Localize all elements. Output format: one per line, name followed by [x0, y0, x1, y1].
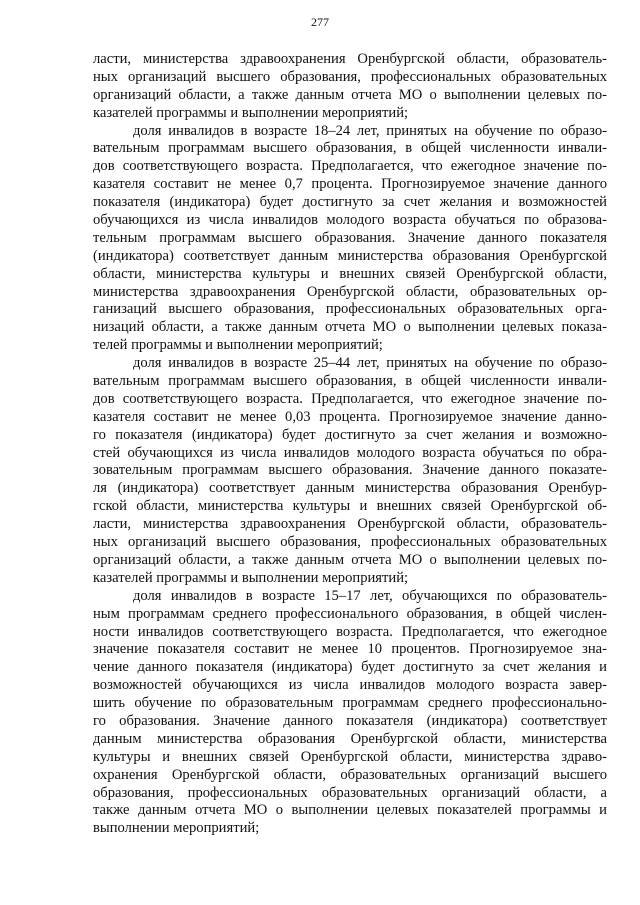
- text-line: ных организаций высшего образования, профессиональных образовательных: [93, 68, 607, 85]
- text-line: также данным отчета МО о выполнении целевых показателей программы и: [93, 802, 607, 819]
- text-line: казателей программы и выполнении мероприятий;: [93, 104, 409, 121]
- text-line: ганизаций высшего образования, профессиональных образовательных орга-: [93, 301, 607, 318]
- text-line: вательным программам высшего образования, в общей численности инвали-: [93, 140, 607, 157]
- text-line: доля инвалидов в возрасте 18–24 лет, принятых на обучение по образо-: [133, 122, 607, 139]
- text-line: доля инвалидов в возрасте 15–17 лет, обучающихся по образователь-: [133, 587, 607, 604]
- text-line: ности инвалидов соответствующего возраста. Предполагается, что ежегодное: [93, 623, 607, 640]
- body-text: [93, 51, 607, 838]
- text-line: ласти, министерства здравоохранения Оренбургской области, образователь-: [93, 51, 607, 67]
- text-line: обучающихся из числа инвалидов молодого возраста обучаться по образова-: [93, 212, 607, 229]
- text-line: го показателя (индикатора) будет достигнуто за счет желания и возможно-: [93, 426, 607, 443]
- text-line: гской области, министерства культуры и внешних связей Оренбургской об-: [93, 498, 607, 515]
- text-line: ласти, министерства здравоохранения Оренбургской области, образователь-: [93, 516, 607, 533]
- text-line: организаций области, а также данным отчета МО о выполнении целевых по-: [93, 86, 607, 103]
- text-line: шить обучение по образовательным программам среднего профессионально-: [93, 695, 607, 712]
- text-line: дов соответствующего возраста. Предполагается, что ежегодное значение по-: [93, 390, 607, 407]
- text-line: показателя (индикатора) будет достигнуто за счет желания и возможностей: [93, 194, 607, 211]
- text-line: значение показателя составит не менее 10 процентов. Прогнозируемое зна-: [93, 641, 607, 658]
- text-line: культуры и внешних связей Оренбургской области, министерства здраво-: [93, 748, 607, 765]
- text-line: низаций области, а также данным отчета МО о выполнении целевых показа-: [93, 319, 607, 336]
- text-line: ным программам среднего профессионального образования, в общей числен-: [93, 605, 607, 622]
- text-line: доля инвалидов в возрасте 25–44 лет, принятых на обучение по образо-: [133, 355, 607, 372]
- text-line: казателя составит не менее 0,7 процента. Прогнозируемое значение данного: [93, 176, 607, 193]
- text-line: дов соответствующего возраста. Предполагается, что ежегодное значение по-: [93, 158, 607, 175]
- text-line: стей обучающихся из числа инвалидов молодого возраста обучаться по обра-: [93, 444, 607, 461]
- text-line: области, министерства культуры и внешних связей Оренбургской области,: [93, 265, 607, 282]
- text-line: образования, профессиональных образовательных организаций области, а: [93, 784, 607, 801]
- text-line: тельным программам высшего образования. Значение данного показателя: [93, 229, 607, 246]
- text-line: чение данного показателя (индикатора) будет достигнуто за счет желания и: [93, 659, 607, 676]
- text-line: охранения Оренбургской области, образовательных организаций высшего: [93, 766, 607, 783]
- text-line: (индикатора) соответствует данным министерства образования Оренбургской: [93, 247, 607, 264]
- text-line: организаций области, а также данным отчета МО о выполнении целевых по-: [93, 551, 607, 568]
- text-line: вательным программам высшего образования, в общей численности инвали-: [93, 373, 607, 390]
- text-line: выполнении мероприятий;: [93, 820, 260, 837]
- text-line: зовательным программам высшего образования. Значение данного показате-: [93, 462, 607, 479]
- page-number: 277: [311, 15, 329, 29]
- text-line: телей программы и выполнении мероприятий;: [93, 337, 383, 354]
- text-line: ля (индикатора) соответствует данным министерства образования Оренбур-: [93, 480, 607, 497]
- text-line: возможностей обучающихся из числа инвалидов молодого возраста завер-: [93, 677, 607, 694]
- text-line: данным министерства образования Оренбургской области, министерства: [93, 730, 607, 747]
- text-line: ных организаций высшего образования, профессиональных образовательных: [93, 534, 607, 551]
- text-line: казателя составит не менее 0,03 процента. Прогнозируемое значение данно-: [93, 408, 607, 425]
- text-line: министерства здравоохранения Оренбургской области, образовательных ор-: [93, 283, 607, 300]
- text-line: казателей программы и выполнении мероприятий;: [93, 569, 409, 586]
- text-line: го образования. Значение данного показателя (индикатора) соответствует: [93, 712, 607, 729]
